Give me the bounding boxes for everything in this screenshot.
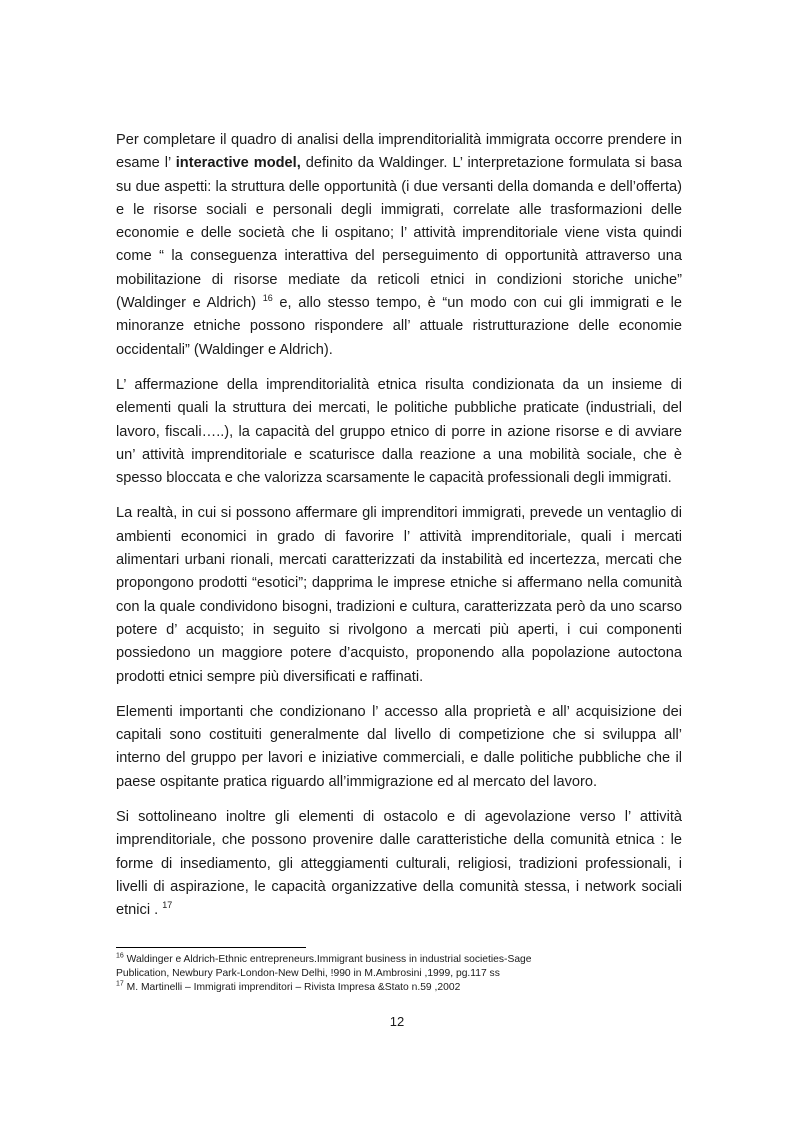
paragraph-1-text-a: Per completare il quadro di analisi della imprenditorialità immigrata occorre prendere in esame l’ [116,132,682,172]
paragraph-1-text-b: definito da Waldinger. L’ interpretazione formulata si basa su due aspetti: la struttura delle opportunità (i due versanti della domanda e dell’offerta) e le risorse sociali e personali degli immigrati, correlate alle trasformazioni delle economie e delle società che li ospitano; l’ attività imprenditoriale viene vista quindi come “ la conseguenza interattiva del perseguimento di opportunità attraverso una mobilitazione di risorse mediate da reticoli etnici in condizioni storiche uniche” (Waldinger e Aldrich) [116,155,682,312]
footnote-number: 17 [116,980,124,988]
footnote-ref-16[interactable]: 16 [262,293,273,304]
footnote-ref-17[interactable]: 17 [162,900,173,911]
interactive-model-term: interactive model, [175,155,301,172]
paragraph-1 [116,129,682,362]
paragraph-5-text: Si sottolineano inoltre gli elementi di ostacolo e di agevolazione verso l’ attività imprenditoriale, che possono provenire dalle caratteristiche della comunità etnica : le forme di insediamento, gli atteggiamenti culturali, religiosi, tradizioni professionali, i livelli di aspirazione, le capacità organizzative della comunità stessa, i network sociali etnici . [116,809,682,919]
footnote-text: Waldinger e Aldrich-Ethnic entrepreneurs.Immigrant business in industrial societies-Sage [126,954,532,965]
paragraph-3: La realtà, in cui si possono affermare gli imprenditori immigrati, prevede un ventaglio di ambienti economici in grado di favorire l’ attività imprenditoriale, quali i mercati alimentari urbani rionali, mercati caratterizzati da instabilità ed incertezza, mercati che propongono prodotti “esotici”; dapprima le imprese etniche si affermano nella comunità con la quale condividono bisogni, tradizioni e cultura, caratterizzata però da uno scarso potere d’ acquisto; in seguito si rivolgono a mercati più aperti, i cui componenti possiedono un maggiore potere d’acquisto, proponendo alla popolazione autoctona prodotti etnici sempre più diversificati e raffinati. [116,505,682,685]
footnotes [116,953,682,996]
footnote-17 [116,981,682,995]
footnote-text: M. Martinelli – Immigrati imprenditori – Rivista Impresa &Stato n.59 ,2002 [123,982,461,994]
paragraph-1-text-c: e, allo stesso tempo, è “un modo con cui gli immigrati e le minoranze etniche possono rispondere all’ attuale ristrutturazione delle economie occidentali” (Waldinger e Aldrich). [116,295,683,358]
footnote-number: 16 [116,952,124,960]
page-number: 12 [389,1014,405,1029]
footnote-16-continued: Publication, Newbury Park-London-New Delhi, !990 in M.Ambrosini ,1999, pg.117 ss [116,968,500,980]
footnote-separator [116,947,306,948]
paragraph-5 [116,806,682,922]
paragraph-4: Elementi importanti che condizionano l’ accesso alla proprietà e all’ acquisizione dei capitali sono costituiti generalmente dal livello di competizione che si sviluppa all’ interno del gruppo per lavori e iniziative commerciali, e dalle politiche pubbliche che il paese ospitante pratica riguardo all’immigrazione ed al mercato del lavoro. [116,703,682,790]
footnote-16 [116,953,682,967]
body-text [116,129,682,935]
paragraph-2: L’ affermazione della imprenditorialità etnica risulta condizionata da un insieme di elementi quali la struttura dei mercati, le politiche pubbliche praticate (industriali, del lavoro, fiscali…..), la capacità del gruppo etnico di porre in azione risorse e di avviare un’ attività imprenditoriale e scaturisce dalla reazione a una mobilità sociale, che è spesso bloccata e che valorizza scarsamente le capacità professionali degli immigrati. [116,376,682,487]
